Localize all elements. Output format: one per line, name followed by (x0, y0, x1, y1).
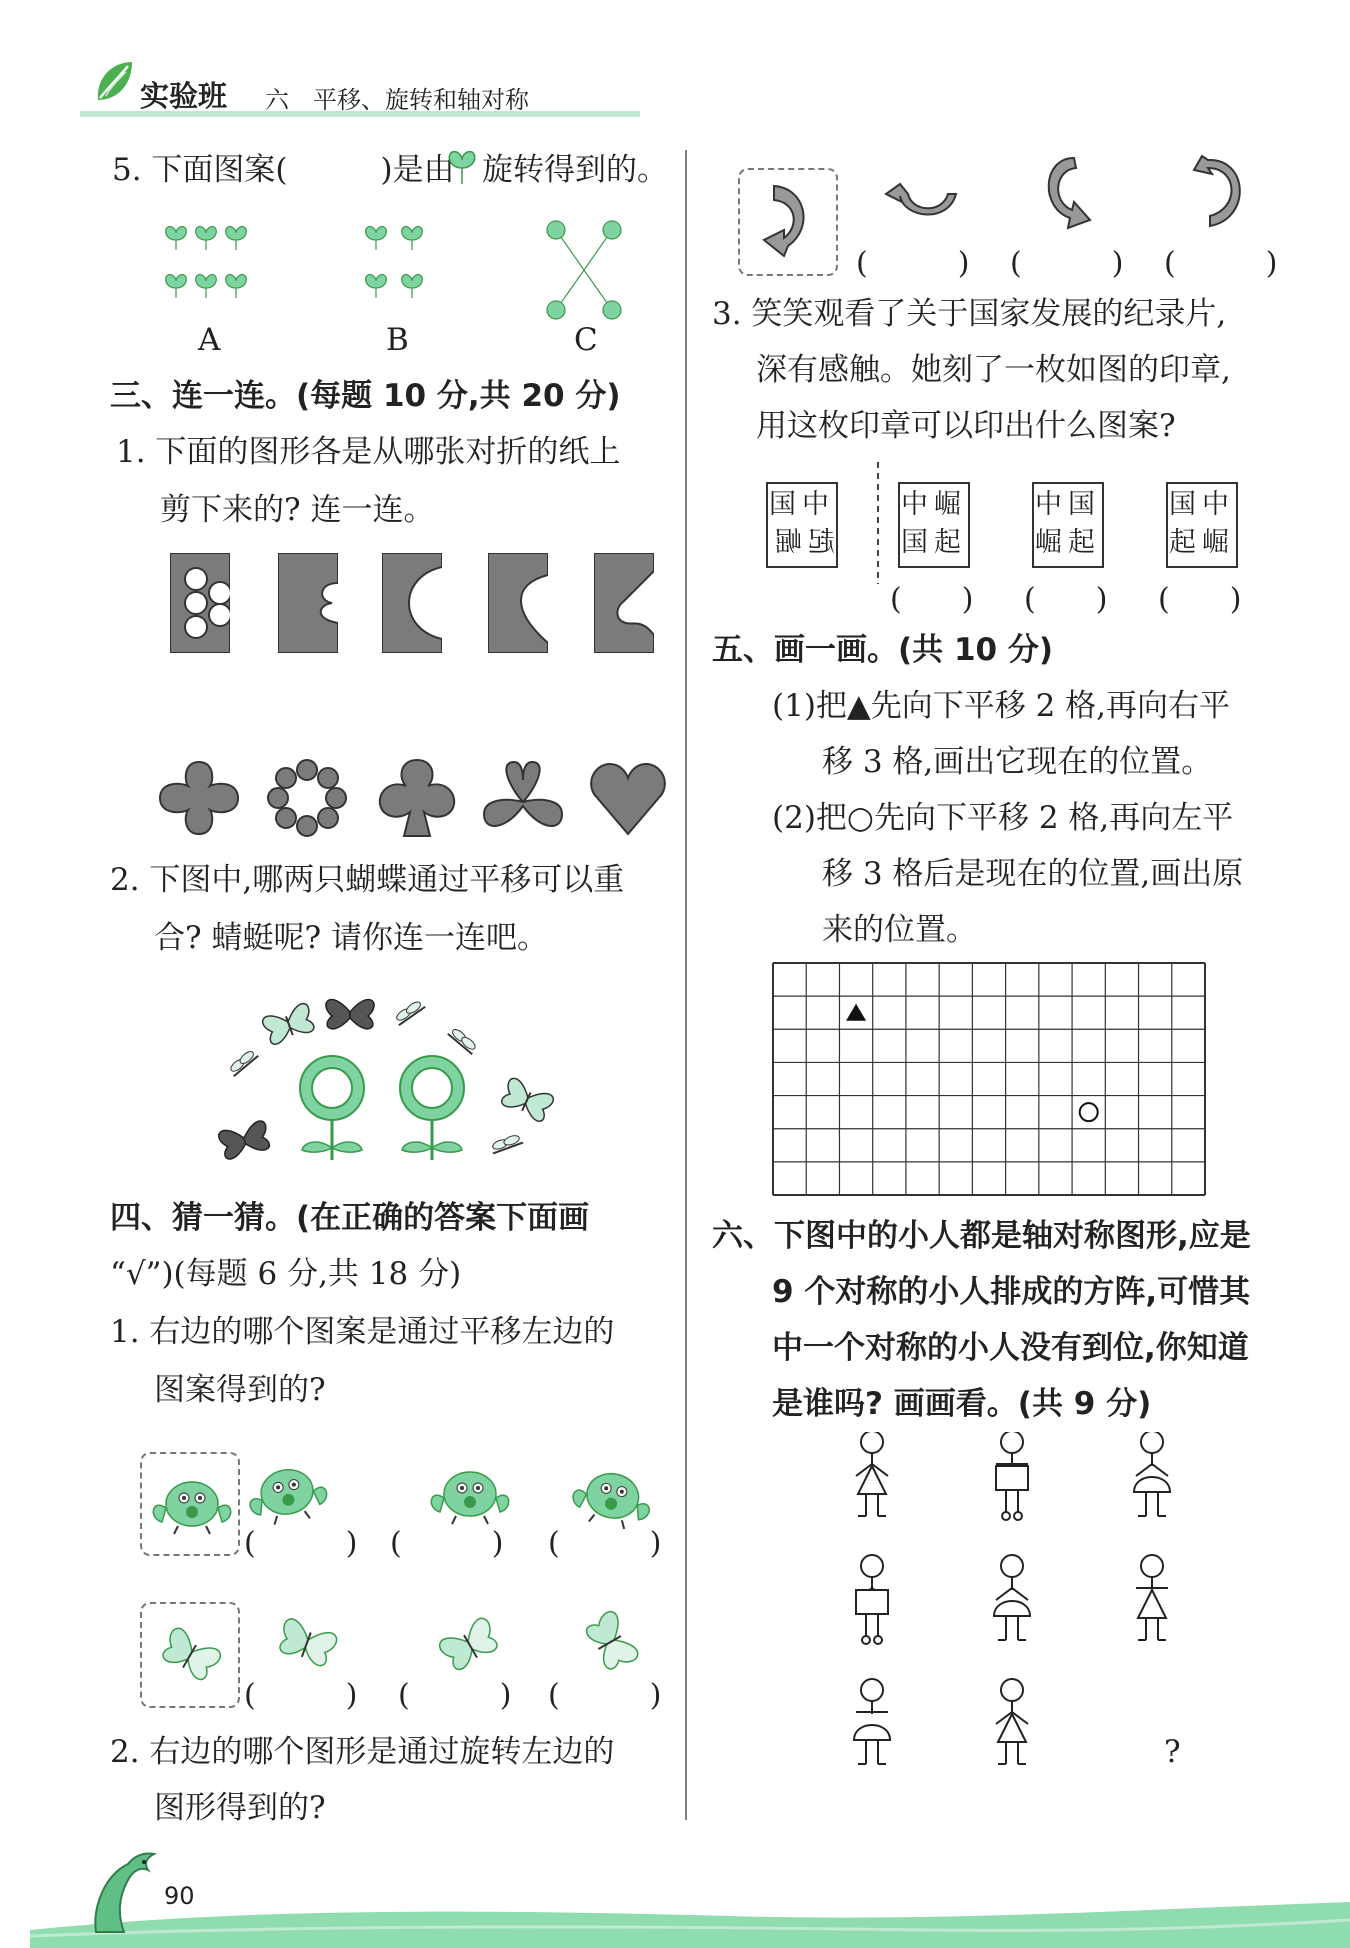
butterfly-answer-2[interactable]: ( ) (398, 1678, 512, 1713)
curved-arrow-option-2-icon (1030, 150, 1100, 234)
option-b-label: B (386, 322, 409, 358)
sec6-line3: 中一个对称的小人没有到位,你知道 (772, 1330, 1249, 1366)
q3-line2: 深有感触。她刻了一枚如图的印章, (756, 352, 1231, 388)
club-shape (374, 756, 460, 840)
pattern-c-image (544, 220, 624, 320)
stamp-original-top: 国中 (769, 489, 835, 520)
stamp-answer-2[interactable]: ( ) (1024, 582, 1108, 617)
folded-shape-3 (382, 553, 442, 653)
butterfly-answer-3[interactable]: ( ) (548, 1678, 662, 1713)
stamp-option-2 (1032, 482, 1104, 568)
stamp-option-2-top: 中国 (1035, 489, 1101, 520)
sec4-q2-line1: 2. 右边的哪个图形是通过旋转左边的 (110, 1734, 615, 1770)
header-underline (80, 108, 640, 118)
pattern-a-image (160, 220, 260, 320)
dolphin-icon (88, 1846, 164, 1938)
q3-line1: 3. 笑笑观看了关于国家发展的纪录片, (712, 296, 1227, 332)
sec3-q2-line1: 2. 下图中,哪两只蝴蝶通过平移可以重 (110, 862, 625, 898)
sec4-q1-line2: 图案得到的? (154, 1372, 326, 1408)
birds-answer-1[interactable]: ( ) (244, 1526, 358, 1561)
sec6-line1: 六、下图中的小人都是轴对称图形,应是 (712, 1218, 1251, 1254)
stamp-option-2-bottom: 崛起 (1035, 527, 1101, 558)
section-4-title-line2: “√”)(每题 6 分,共 18 分) (110, 1256, 462, 1292)
birds-answer-3[interactable]: ( ) (548, 1526, 662, 1561)
stick-figures-grid (832, 1432, 1212, 1812)
birds-answer-2[interactable]: ( ) (390, 1526, 504, 1561)
sec5-p2-line1: (2)把○先向下平移 2 格,再向左平 (772, 800, 1234, 836)
column-divider (684, 150, 688, 1820)
stamp-separator (876, 462, 880, 584)
sec3-q2-line2: 合? 蜻蜓呢? 请你连一连吧。 (154, 920, 548, 956)
stamp-option-1-bottom: 国起 (901, 527, 967, 558)
stamp-option-3 (1166, 482, 1238, 568)
stamp-answer-3[interactable]: ( ) (1158, 582, 1242, 617)
section-5-title: 五、画一画。(共 10 分) (712, 632, 1054, 668)
sec4-q1-line1: 1. 右边的哪个图案是通过平移左边的 (110, 1314, 615, 1350)
sec5-p1-line1: (1)把▲先向下平移 2 格,再向右平 (772, 688, 1231, 724)
sec4-q2-line2: 图形得到的? (154, 1790, 326, 1826)
page-number: 90 (164, 1882, 195, 1910)
option-c-label: C (574, 322, 598, 358)
drawing-grid[interactable] (772, 962, 1206, 1196)
stamp-option-1 (898, 482, 970, 568)
folded-shape-1 (170, 553, 230, 653)
header-chapter: 六 平移、旋转和轴对称 (265, 86, 529, 114)
curved-arrow-original-icon (744, 172, 828, 268)
trefoil-shape (480, 758, 566, 838)
arrow-answer-1[interactable]: ( ) (856, 246, 970, 281)
pattern-b-image (360, 220, 440, 320)
sec5-p1-line2: 移 3 格,画出它现在的位置。 (822, 744, 1213, 780)
missing-figure-question[interactable]: ? (1164, 1734, 1181, 1770)
folded-shape-5 (594, 553, 654, 653)
curved-arrow-option-1-icon (878, 164, 968, 234)
q5-text-post: 旋转得到的。 (482, 152, 668, 188)
section-3-title: 三、连一连。(每题 10 分,共 20 分) (110, 378, 621, 414)
sec5-p2-line3: 来的位置。 (822, 912, 977, 948)
sec3-q1-line1: 1. 下面的图形各是从哪张对折的纸上 (116, 434, 621, 470)
stamp-option-1-top: 中崛 (901, 489, 967, 520)
sec5-p2-line2: 移 3 格后是现在的位置,画出原 (822, 856, 1244, 892)
heart-shape (588, 758, 668, 838)
q5-text-pre: 5. 下面图案( )是由 (112, 152, 455, 188)
footer-wave (30, 1880, 1350, 1948)
stamp-original-bottom: 起崛 (769, 527, 835, 558)
header-brand: 实验班 (140, 79, 228, 113)
arrow-answer-3[interactable]: ( ) (1164, 246, 1278, 281)
sec6-line4: 是谁吗? 画画看。(共 9 分) (772, 1386, 1152, 1422)
butterflies-dragonflies-image (210, 988, 570, 1172)
triangle-marker (846, 1004, 866, 1021)
quatrefoil-shape (156, 758, 242, 838)
folded-shape-4 (488, 553, 548, 653)
sec3-q1-line2: 剪下来的? 连一连。 (160, 492, 435, 528)
arrow-answer-2[interactable]: ( ) (1010, 246, 1124, 281)
circle-marker (1080, 1103, 1098, 1121)
stamp-option-3-bottom: 起崛 (1169, 527, 1235, 558)
curved-arrow-option-3-icon (1186, 146, 1256, 236)
butterfly-answer-1[interactable]: ( ) (244, 1678, 358, 1713)
section-4-title-line1: 四、猜一猜。(在正确的答案下面画 (110, 1200, 590, 1236)
stamp-original (766, 482, 838, 568)
sec6-line2: 9 个对称的小人排成的方阵,可惜其 (772, 1274, 1251, 1310)
stamp-answer-1[interactable]: ( ) (890, 582, 974, 617)
bead-ring-shape (264, 758, 350, 838)
option-a-label: A (198, 322, 221, 358)
folded-shape-2 (278, 553, 338, 653)
q3-line3: 用这枚印章可以印出什么图案? (756, 408, 1176, 444)
stamp-option-3-top: 国中 (1169, 489, 1235, 520)
leaf-logo-icon (92, 58, 136, 104)
ginkgo-leaf-icon (444, 148, 480, 188)
